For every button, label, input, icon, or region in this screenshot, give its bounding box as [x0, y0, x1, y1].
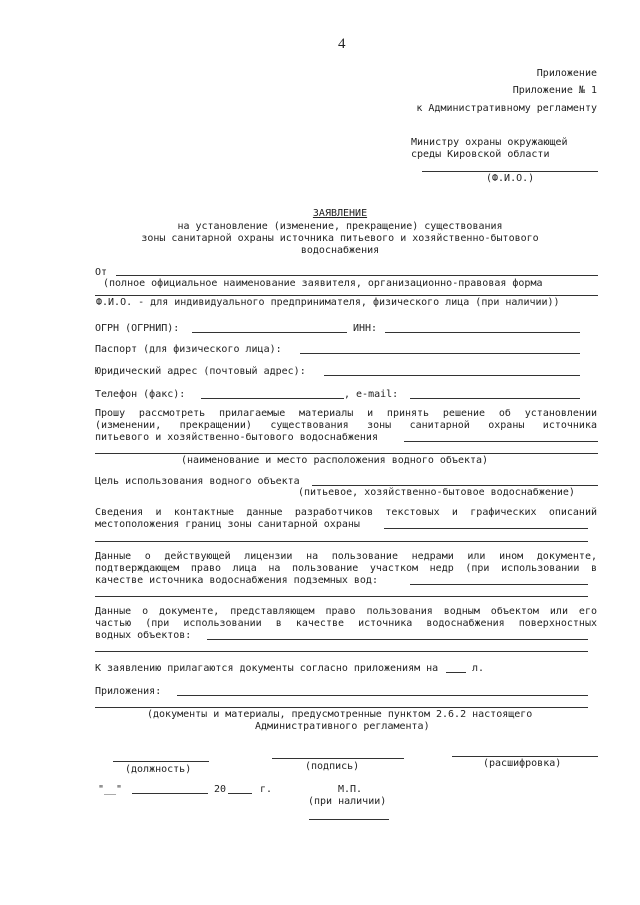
inn-field[interactable] [385, 332, 580, 333]
stamp-note: (при наличии) [308, 796, 387, 807]
developers-field-2[interactable] [95, 541, 588, 542]
applicant-fio-field[interactable] [95, 295, 598, 296]
date-month-field[interactable] [132, 793, 208, 794]
phone-field[interactable] [201, 398, 344, 399]
attached-sheets-field[interactable] [446, 672, 466, 673]
from-label: От [95, 267, 108, 278]
stamp-field[interactable] [309, 819, 389, 820]
water-doc-field[interactable] [207, 639, 588, 640]
passport-field[interactable] [300, 353, 580, 354]
regulation-reference: к Административному регламенту [416, 103, 597, 114]
purpose-label: Цель использования водного объекта [95, 476, 300, 487]
addressee-fio-field[interactable] [422, 171, 598, 172]
position-field[interactable] [113, 761, 209, 762]
license-line-2: подтверждающем право лица на пользование участком недр (при использовании в [95, 563, 597, 574]
date-year-suffix: г. [260, 784, 273, 795]
date-day: "__" [98, 784, 123, 795]
decoding-caption: (расшифровка) [483, 758, 562, 769]
decoding-field[interactable] [452, 756, 598, 757]
applicant-fio-caption: Ф.И.О. - для индивидуального предпринимателя, физического лица (при наличии)) [96, 297, 560, 308]
signature-caption: (подпись) [305, 761, 360, 772]
document-heading: ЗАЯВЛЕНИЕ [312, 208, 368, 219]
address-field[interactable] [324, 375, 580, 376]
title-line-1: на установление (изменение, прекращение) существования [177, 221, 503, 232]
license-field[interactable] [410, 584, 588, 585]
position-caption: (должность) [125, 764, 192, 775]
license-field-2[interactable] [95, 596, 588, 597]
appendix-label: Приложение [536, 68, 597, 79]
water-doc-line-2: частью (при использовании в качестве источника водоснабжения поверхностных [95, 618, 597, 629]
developers-field[interactable] [384, 528, 588, 529]
appendices-field[interactable] [177, 695, 588, 696]
applicant-name-field[interactable] [116, 275, 598, 276]
email-label: , e-mail: [344, 389, 399, 400]
ogrn-field[interactable] [192, 332, 347, 333]
email-field[interactable] [410, 398, 580, 399]
request-line-2: (изменении, прекращении) существования зоны санитарной охраны источника [95, 420, 597, 431]
appendices-field-2[interactable] [95, 707, 588, 708]
water-doc-line-3: водных объектов: [95, 630, 192, 641]
date-year-prefix: 20 [214, 784, 227, 795]
license-line-1: Данные о действующей лицензии на пользование недрами или ином документе, [95, 551, 597, 562]
attached-sheets-suffix: л. [472, 663, 485, 674]
applicant-name-caption: (полное официальное наименование заявителя, организационно-правовая форма [103, 278, 543, 289]
title-line-2: зоны санитарной охраны источника питьевого и хозяйственно-бытового [141, 233, 539, 244]
water-doc-line-1: Данные о документе, представляющем право пользования водным объектом или его [95, 606, 597, 617]
license-line-3: качестве источника водоснабжения подземных вод: [95, 575, 378, 586]
appendices-label: Приложения: [95, 686, 162, 697]
signature-field[interactable] [272, 758, 404, 759]
purpose-field[interactable] [312, 485, 598, 486]
inn-label: ИНН: [353, 323, 378, 334]
attached-text: К заявлению прилагаются документы согласно приложениям на [95, 663, 439, 674]
water-object-caption: (наименование и место расположения водного объекта) [181, 455, 489, 466]
ogrn-label: ОГРН (ОГРНИП): [95, 323, 180, 334]
date-year-field[interactable] [228, 793, 252, 794]
addressee-line-1: Министру охраны окружающей [411, 137, 568, 148]
stamp-label: М.П. [338, 784, 363, 795]
request-line-3: питьевого и хозяйственно-бытового водоснабжения [95, 432, 378, 443]
phone-label: Телефон (факс): [95, 389, 186, 400]
appendix-number: Приложение № 1 [512, 85, 597, 96]
passport-label: Паспорт (для физического лица): [95, 344, 282, 355]
water-object-field[interactable] [95, 453, 598, 454]
addressee-line-2: среды Кировской области [411, 149, 550, 160]
addressee-fio-caption: (Ф.И.О.) [486, 173, 535, 184]
address-label: Юридический адрес (почтовый адрес): [95, 366, 306, 377]
request-line-1: Прошу рассмотреть прилагаемые материалы и принять решение об установлении [95, 408, 597, 419]
appendices-caption-1: (документы и материалы, предусмотренные пунктом 2.6.2 настоящего [147, 709, 533, 720]
water-doc-field-2[interactable] [95, 651, 588, 652]
title-line-3: водоснабжения [300, 245, 380, 256]
developers-line-1: Сведения и контактные данные разработчиков текстовых и графических описаний [95, 507, 597, 518]
page-number: 4 [338, 36, 346, 52]
purpose-caption: (питьевое, хозяйственно-бытовое водоснабжение) [298, 487, 575, 498]
appendices-caption-2: Административного регламента) [255, 721, 430, 732]
developers-line-2: местоположения границ зоны санитарной охраны [95, 519, 360, 530]
request-continue-field[interactable] [404, 441, 598, 442]
